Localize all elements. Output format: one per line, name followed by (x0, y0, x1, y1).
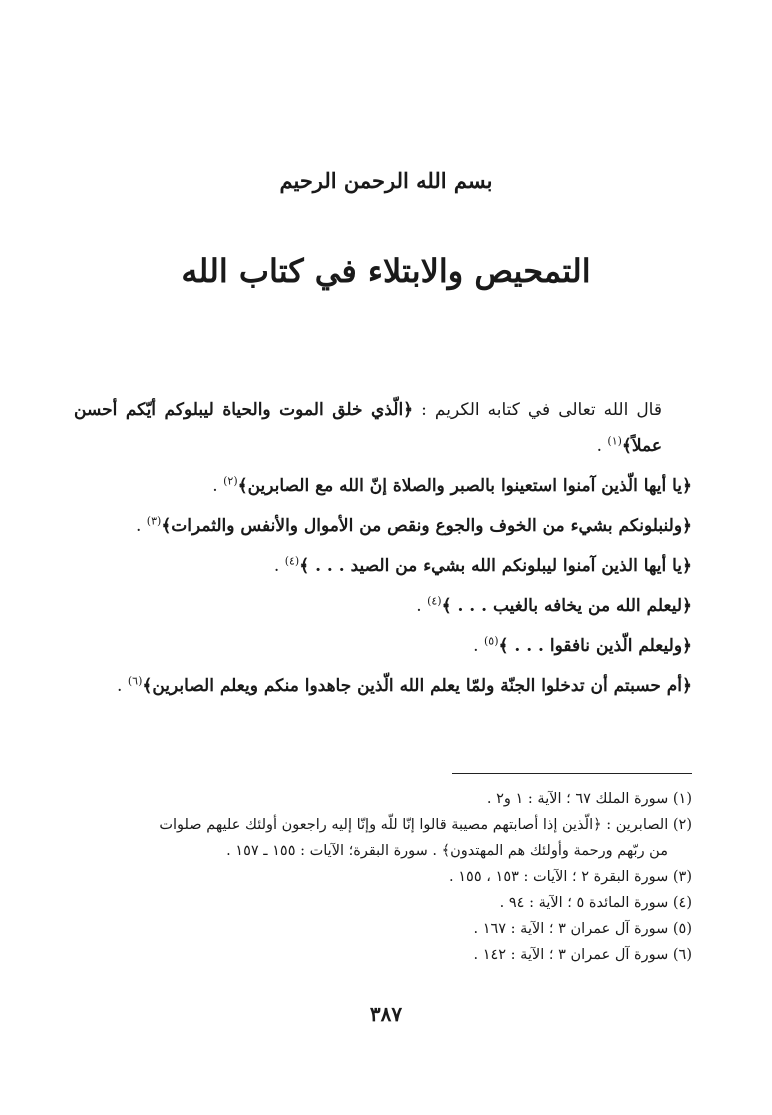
footnotes (74, 786, 692, 968)
page-number: ٣٨٧ (369, 1002, 403, 1026)
footnote-ref-3: (٣) (146, 514, 162, 528)
paragraph-1-intro: قال الله تعالى في كتابه الكريم : (413, 400, 662, 420)
footnote-ref-6: (٥) (483, 634, 499, 648)
paragraph-7 (74, 668, 692, 704)
paragraph-1-end: . (596, 436, 608, 456)
footnote-5: (٥) سورة آل عمران ٣ ؛ الآية : ١٦٧ . (473, 921, 692, 937)
verse-4: ﴿يا أيها الذين آمنوا ليبلونكم الله بشيء من الصيد . . . ﴾ (299, 556, 692, 576)
footnote-2-continued: من ربّهم ورحمة وأولئك هم المهتدون﴾ . سورة البقرة؛ الآيات : ١٥٥ ـ ١٥٧ . (226, 843, 668, 859)
verse-6: ﴿وليعلم الّذين نافقوا . . . ﴾ (498, 636, 692, 656)
footnote-ref-5: (٤) (427, 594, 442, 608)
verse-7: ﴿أم حسبتم أن تدخلوا الجنّة ولمّا يعلم الله الّذين جاهدوا منكم ويعلم الصابرين﴾ (142, 676, 692, 696)
paragraph-5-end: . (416, 596, 428, 616)
footnote-ref-2: (٢) (223, 474, 238, 488)
paragraph-4 (74, 548, 692, 584)
footnote-1: (١) سورة الملك ٦٧ ؛ الآية : ١ و٢ . (486, 791, 692, 807)
verse-3: ﴿ولنبلونكم بشيء من الخوف والجوع ونقص من الأموال والأنفس والثمرات﴾ (161, 516, 692, 536)
footnote-ref-7: (٦) (127, 674, 143, 688)
footnote-6: (٦) سورة آل عمران ٣ ؛ الآية : ١٤٢ . (473, 947, 692, 963)
paragraph-6-end: . (473, 636, 484, 656)
paragraph-3 (74, 508, 692, 544)
paragraph-7-end: . (117, 676, 128, 696)
main-text (74, 392, 692, 708)
footnote-divider (452, 773, 692, 774)
paragraph-3-end: . (135, 516, 147, 536)
paragraph-2 (74, 468, 692, 504)
verse-5: ﴿ليعلم الله من يخافه بالغيب . . . ﴾ (441, 596, 692, 616)
footnote-3: (٣) سورة البقرة ٢ ؛ الآيات : ١٥٣ ، ١٥٥ . (449, 869, 692, 885)
verse-1: ﴿الّذي خلق الموت والحياة ليبلوكم أيّكم أحسن عملاً﴾ (74, 400, 662, 456)
paragraph-4-end: . (273, 556, 285, 576)
chapter-title: التمحيص والابتلاء في كتاب الله (181, 252, 591, 290)
verse-2: ﴿يا أيها الّذين آمنوا استعينوا بالصبر والصلاة إنّ الله مع الصابرين﴾ (237, 476, 692, 496)
paragraph-5 (74, 588, 692, 624)
footnote-2: (٢) الصابرين : ﴿الّذين إذا أصابتهم مصيبة قالوا إنّا للّه وإنّا إليه راجعون أولئك عليهم صلوات (159, 817, 692, 833)
footnote-ref-4: (٤) (284, 554, 300, 568)
basmala: بسم الله الرحمن الرحيم (279, 168, 493, 193)
paragraph-1 (74, 392, 692, 464)
footnote-ref-1: (١) (607, 434, 622, 448)
footnote-4: (٤) سورة المائدة ٥ ؛ الآية : ٩٤ . (499, 895, 692, 911)
paragraph-6 (74, 628, 692, 664)
paragraph-2-end: . (212, 476, 224, 496)
